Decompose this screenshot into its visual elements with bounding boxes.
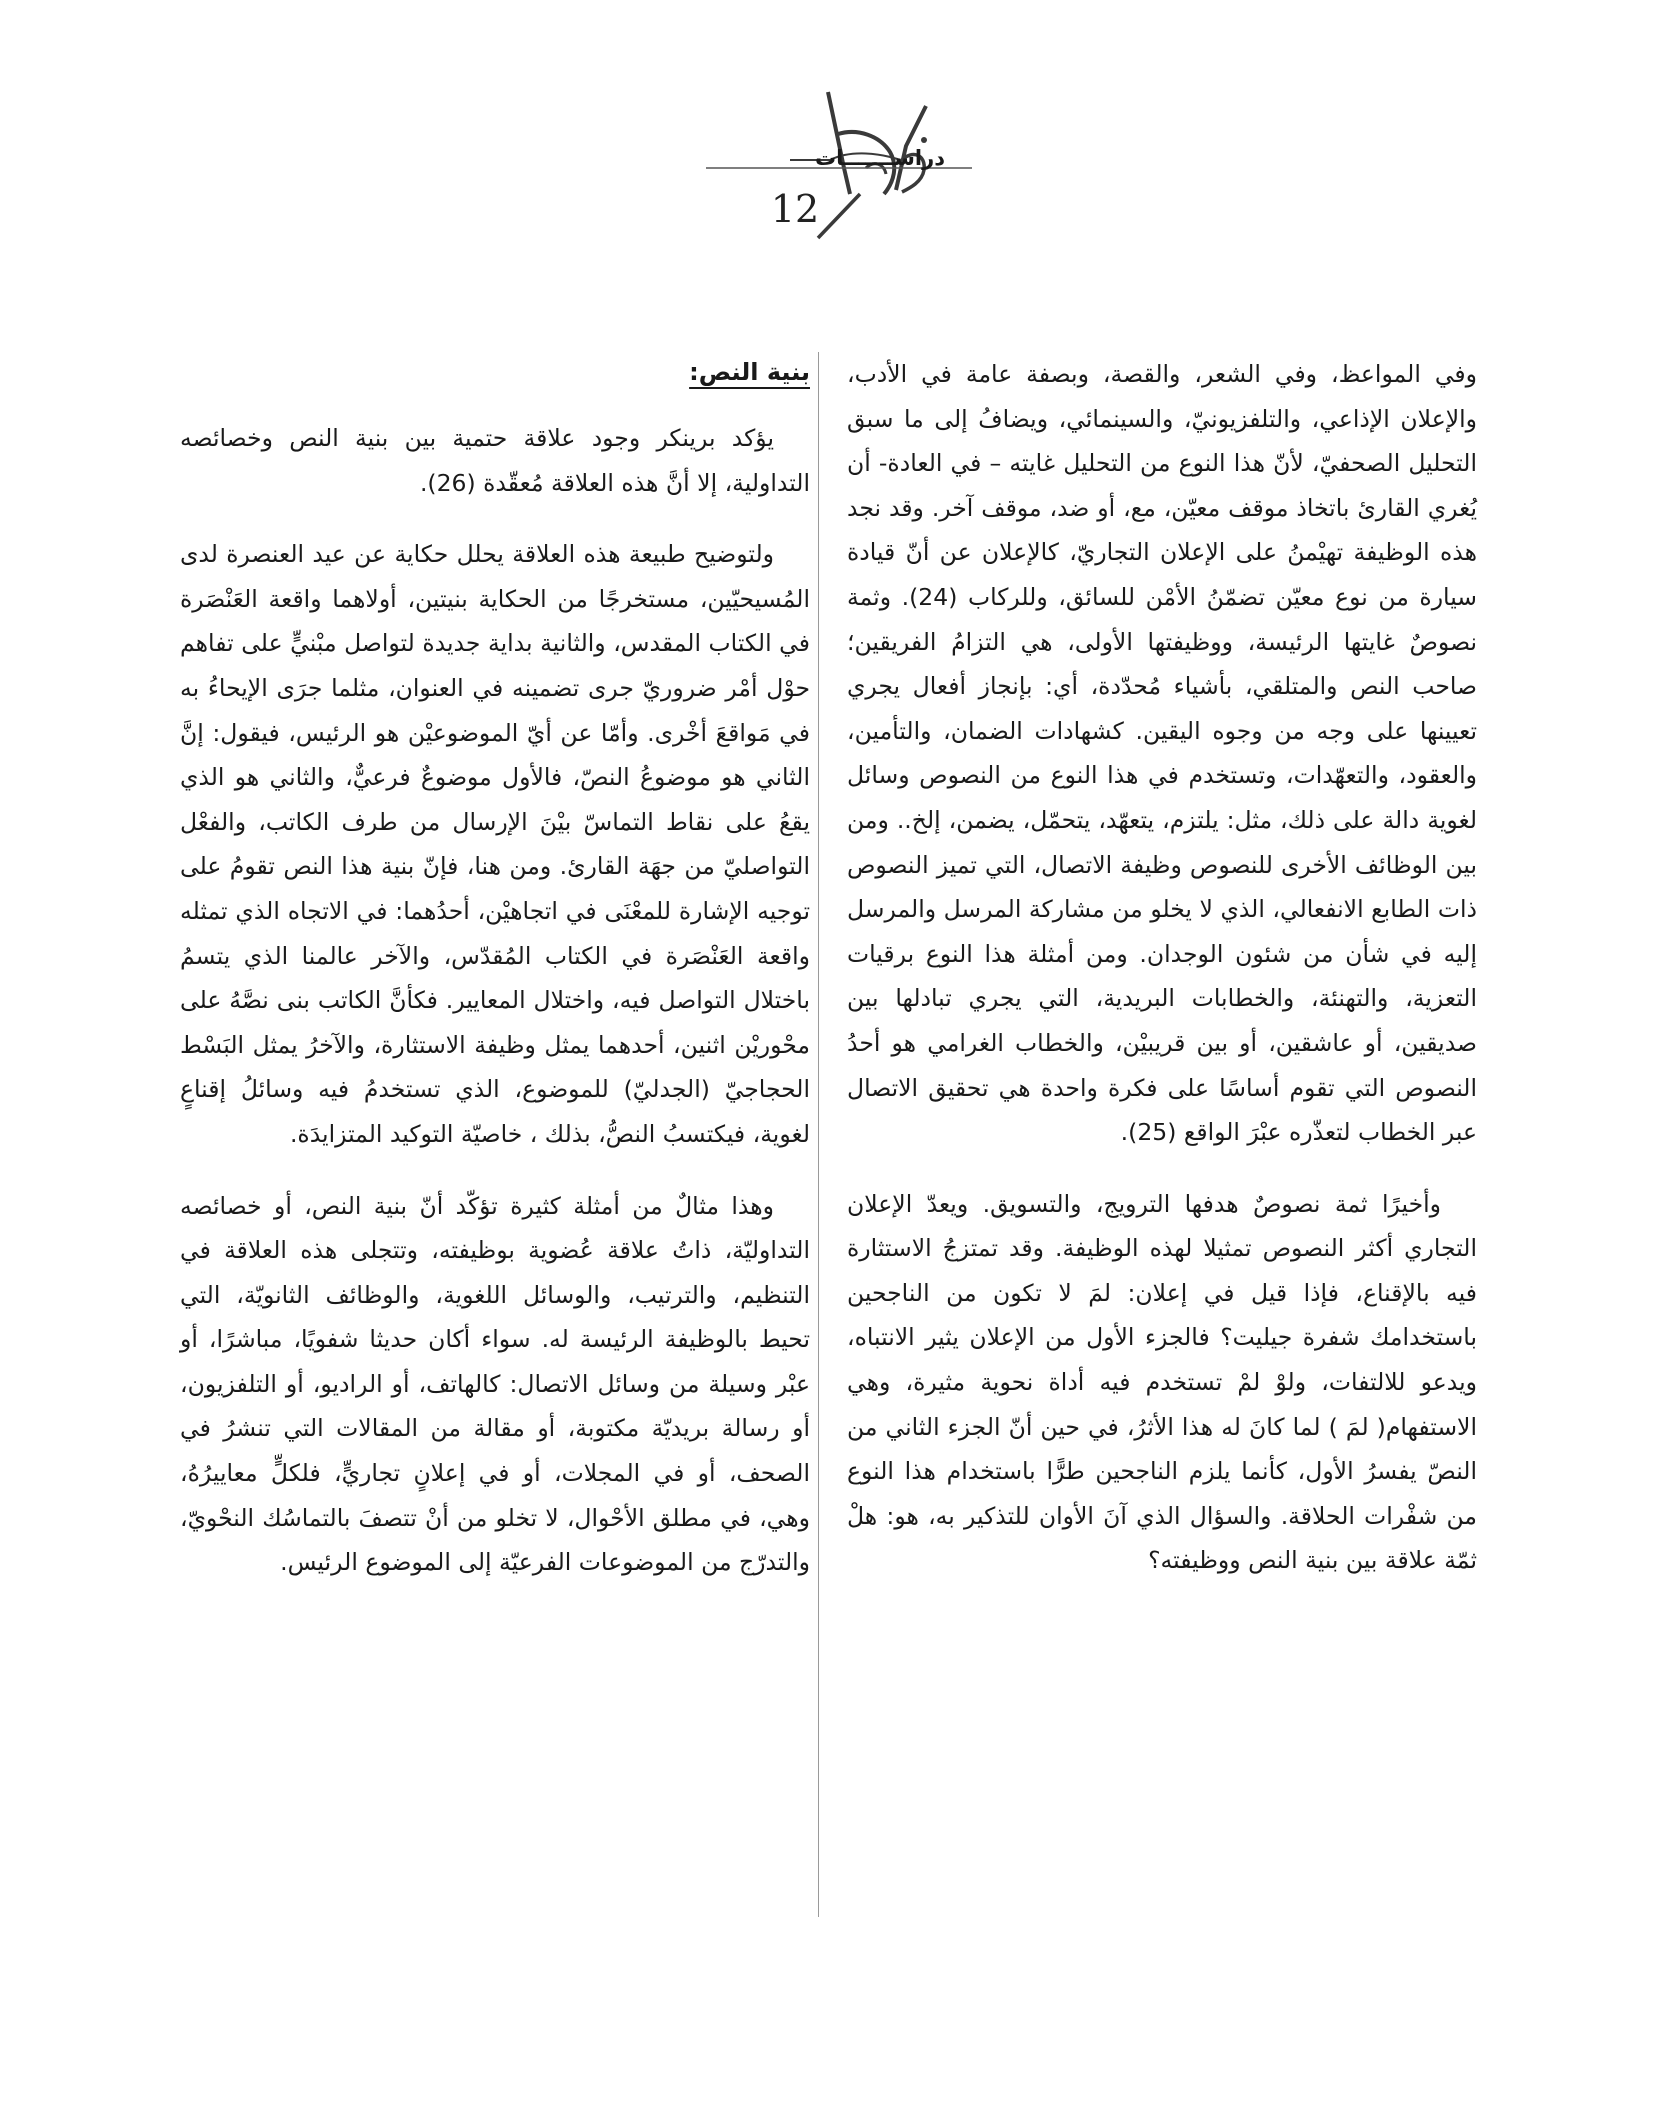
paragraph: وأخيرًا ثمة نصوصٌ هدفها الترويج، والتسويق. ويعدّ الإعلان التجاري أكثر النصوص تمثيلا لهذه الوظيفة. وقد تمتزجُ الاستثارة فيه بالإقناع، فإذا قيل في إعلان: لمَ لا تكون من الناجحين باستخدامك شفرة جيليت؟ فالجزء الأول من الإعلان يثير الانتباه، ويدعو للالتفات، ولوْ لمْ تستخدم فيه أداة نحوية مثيرة، وهي الاستفهام( لمَ ) لما كانَ له هذا الأثرُ، في حين أنّ الجزء الثاني من النصّ يفسرُ الأول، كأنما يلزم الناجحين طرًّا باستخدام هذا النوع من شفْرات الحلاقة. والسؤال الذي آنَ الأوان للتذكير به، هو: هلْ ثمّة علاقة بين بنية النص ووظيفته؟	[847, 1189, 1477, 1575]
right-column	[847, 352, 1477, 1583]
paragraph: ولتوضيح طبيعة هذه العلاقة يحلل حكاية عن عيد العنصرة لدى المُسيحيّين، مستخرجًا من الحكاية بنيتين، أولاهما واقعة العَنْصَرة في الكتاب المقدس، والثانية بداية جديدة لتواصل مبْنيٍّ على تفاهم حوْل أمْر ضروريّ جرى تضمينه في العنوان، مثلما جرَى الإيحاءُ به في مَواقعَ أخْرى. وأمّا عن أيّ الموضوعيْن هو الرئيس، فيقول: إنَّ الثاني هو موضوعُ النصّ، فالأول موضوعٌ فرعيٌّ، والثاني هو الذي يقعُ على نقاط التماسّ بيْنَ الإرسال من طرف الكاتب، والفعْل التواصليّ من جهَة القارئ. ومن هنا، فإنّ بنية هذا النص تقومُ على توجيه الإشارة للمعْنَى في اتجاهيْن، أحدُهما: في الاتجاه الذي تمثله واقعة العَنْصَرة في الكتاب المُقدّس، والآخر عالمنا الذي يتسمُ باختلال التواصل فيه، واختلال المعايير. فكأنَّ الكاتب بنى نصَّهُ على محْوريْن اثنين، أحدهما يمثل وظيفة الاستثارة، والآخرُ يمثل البَسْط الحجاجيّ (الجدليّ) للموضوع، الذي تستخدمُ فيه وسائلُ إقناعٍ لغوية، فيكتسبُ النصُّ، بذلك ، خاصيّة التوكيد المتزايدَة.	[180, 540, 810, 1148]
page-header	[0, 0, 1654, 230]
page-number: 12	[770, 187, 820, 231]
paragraph: يؤكد برينكر وجود علاقة حتمية بين بنية النص وخصائصه التداولية، إلا أنَّ هذه العلاقة مُعقّدة (26).	[180, 424, 810, 497]
section-heading: بنية النص:	[689, 358, 810, 386]
left-column	[180, 352, 810, 1585]
column-divider	[818, 352, 819, 1917]
paragraph: وهذا مثالٌ من أمثلة كثيرة تؤكّد أنّ بنية النص، أو خصائصه التداوليّة، ذاتُ علاقة عُضوية بوظيفته، وتتجلى هذه العلاقة في التنظيم، والترتيب، والوسائل اللغوية، والوظائف الثانويّة، التي تحيط بالوظيفة الرئيسة له. سواء أكان حديثا شفويًا، مباشرًا، أو عبْر وسيلة من وسائل الاتصال: كالهاتف، أو الراديو، أو التلفزيون، أو رسالة بريديّة مكتوبة، أو مقالة من المقالات التي تنشرُ في الصحف، أو في المجلات، أو في إعلانٍ تجاريٍّ، فلكلٍّ معاييرُهُ، وهي، في مطلق الأحْوال، لا تخلو من أنْ تتصفَ بالتماسُك النحْويّ، والتدرّج من الموضوعات الفرعيّة إلى الموضوع الرئيس.	[180, 1191, 810, 1577]
paragraph: وفي المواعظ، وفي الشعر، والقصة، وبصفة عامة في الأدب، والإعلان الإذاعي، والتلفزيونيّ، والسينمائي، ويضافُ إلى ما سبق التحليل الصحفيّ، لأنّ هذا النوع من التحليل غايته – في العادة- أن يُغري القارئ باتخاذ موقف معيّن، مع، أو ضد، موقف آخر. وقد نجد هذه الوظيفة تهيْمنُ على الإعلان التجاريّ، كالإعلان عن أنّ قيادة سيارة من نوع معيّن تضمّنُ الأمْن للسائق، وللركاب (24). وثمة نصوصٌ غايتها الرئيسة، ووظيفتها الأولى، هي التزامُ الفريقين؛ صاحب النص والمتلقي، بأشياء مُحدّدة، أي: بإنجاز أفعال يجري تعيينها على وجه من وجوه اليقين. كشهادات الضمان، والتأمين، والعقود، والتعهّدات، وتستخدم في هذا النوع من النصوص وسائل لغوية دالة على ذلك، مثل: يلتزم، يتعهّد، يتحمّل، يضمن، إلخ.. ومن بين الوظائف الأخرى للنصوص وظيفة الاتصال، التي تميز النصوص ذات الطابع الانفعالي، الذي لا يخلو من مشاركة المرسل والمرسل إليه في شأن من شئون الوجدان. ومن أمثلة هذا النوع برقيات التعزية، والتهنئة، والخطابات البريدية، التي يجري تبادلها بين صديقين، أو عاشقين، أو بين قريبيْن، والخطاب الغرامي هو أحدُ النصوص التي تقوم أساسًا على فكرة واحدة هي تحقيق الاتصال عبر الخطاب لتعذّره عبْرَ الواقع (25).	[847, 360, 1477, 1147]
section-label: دراســـــــات	[815, 146, 945, 170]
